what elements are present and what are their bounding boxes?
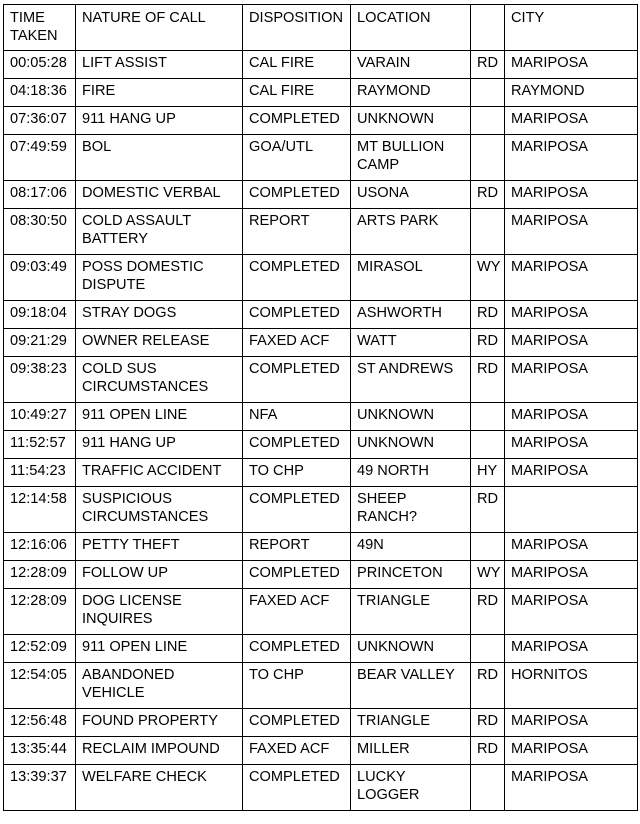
- location-cell: WATT: [351, 329, 471, 357]
- disposition-cell: COMPLETED: [243, 107, 351, 135]
- suffix-cell: [471, 135, 505, 181]
- location-cell: LUCKY LOGGER: [351, 765, 471, 811]
- nature-cell: 911 OPEN LINE: [76, 403, 243, 431]
- city-cell: MARIPOSA: [505, 107, 638, 135]
- time-cell: 11:52:57: [4, 431, 76, 459]
- time-cell: 09:03:49: [4, 255, 76, 301]
- location-cell: UNKNOWN: [351, 635, 471, 663]
- location-cell: RAYMOND: [351, 79, 471, 107]
- location-cell: MILLER: [351, 737, 471, 765]
- disposition-cell: TO CHP: [243, 663, 351, 709]
- table-row: [4, 737, 638, 765]
- suffix-cell: [471, 533, 505, 561]
- location-cell: ARTS PARK: [351, 209, 471, 255]
- location-cell: 49 NORTH: [351, 459, 471, 487]
- location-cell: 49N: [351, 533, 471, 561]
- time-cell: 12:14:58: [4, 487, 76, 533]
- suffix-cell: WY: [471, 255, 505, 301]
- time-cell: 12:28:09: [4, 589, 76, 635]
- table-row: [4, 561, 638, 589]
- nature-cell: PETTY THEFT: [76, 533, 243, 561]
- city-cell: MARIPOSA: [505, 533, 638, 561]
- table-row: [4, 533, 638, 561]
- disposition-cell: COMPLETED: [243, 431, 351, 459]
- city-cell: MARIPOSA: [505, 737, 638, 765]
- suffix-cell: [471, 635, 505, 663]
- disposition-cell: COMPLETED: [243, 765, 351, 811]
- city-cell: MARIPOSA: [505, 459, 638, 487]
- table-row: [4, 255, 638, 301]
- city-cell: MARIPOSA: [505, 209, 638, 255]
- disposition-cell: FAXED ACF: [243, 589, 351, 635]
- suffix-cell: HY: [471, 459, 505, 487]
- table-row: [4, 135, 638, 181]
- time-cell: 10:49:27: [4, 403, 76, 431]
- location-cell: UNKNOWN: [351, 107, 471, 135]
- time-cell: 09:38:23: [4, 357, 76, 403]
- suffix-cell: RD: [471, 737, 505, 765]
- nature-cell: SUSPICIOUS CIRCUMSTANCES: [76, 487, 243, 533]
- location-cell: ST ANDREWS: [351, 357, 471, 403]
- nature-cell: BOL: [76, 135, 243, 181]
- city-cell: MARIPOSA: [505, 329, 638, 357]
- suffix-cell: RD: [471, 663, 505, 709]
- suffix-cell: [471, 765, 505, 811]
- table-row: [4, 301, 638, 329]
- time-cell: 12:54:05: [4, 663, 76, 709]
- location-cell: USONA: [351, 181, 471, 209]
- disposition-cell: REPORT: [243, 533, 351, 561]
- suffix-cell: RD: [471, 181, 505, 209]
- nature-cell: FOLLOW UP: [76, 561, 243, 589]
- suffix-cell: [471, 403, 505, 431]
- city-cell: MARIPOSA: [505, 135, 638, 181]
- city-cell: MARIPOSA: [505, 301, 638, 329]
- city-cell: MARIPOSA: [505, 51, 638, 79]
- call-log-table: [3, 4, 638, 811]
- table-row: [4, 709, 638, 737]
- city-cell: MARIPOSA: [505, 403, 638, 431]
- time-cell: 04:18:36: [4, 79, 76, 107]
- nature-cell: TRAFFIC ACCIDENT: [76, 459, 243, 487]
- time-cell: 09:21:29: [4, 329, 76, 357]
- location-cell: UNKNOWN: [351, 403, 471, 431]
- suffix-cell: [471, 209, 505, 255]
- table-row: [4, 635, 638, 663]
- table-row: [4, 51, 638, 79]
- city-cell: RAYMOND: [505, 79, 638, 107]
- nature-cell: RECLAIM IMPOUND: [76, 737, 243, 765]
- suffix-cell: RD: [471, 589, 505, 635]
- nature-cell: OWNER RELEASE: [76, 329, 243, 357]
- time-cell: 09:18:04: [4, 301, 76, 329]
- nature-cell: LIFT ASSIST: [76, 51, 243, 79]
- header-disposition: DISPOSITION: [243, 5, 351, 51]
- city-cell: HORNITOS: [505, 663, 638, 709]
- table-row: [4, 459, 638, 487]
- location-cell: ASHWORTH: [351, 301, 471, 329]
- nature-cell: 911 OPEN LINE: [76, 635, 243, 663]
- disposition-cell: CAL FIRE: [243, 51, 351, 79]
- city-cell: MARIPOSA: [505, 589, 638, 635]
- disposition-cell: NFA: [243, 403, 351, 431]
- nature-cell: FIRE: [76, 79, 243, 107]
- suffix-cell: RD: [471, 301, 505, 329]
- table-row: [4, 431, 638, 459]
- disposition-cell: REPORT: [243, 209, 351, 255]
- location-cell: UNKNOWN: [351, 431, 471, 459]
- header-suffix: [471, 5, 505, 51]
- suffix-cell: RD: [471, 709, 505, 737]
- table-row: [4, 107, 638, 135]
- city-cell: MARIPOSA: [505, 255, 638, 301]
- city-cell: MARIPOSA: [505, 635, 638, 663]
- suffix-cell: RD: [471, 487, 505, 533]
- time-cell: 07:49:59: [4, 135, 76, 181]
- time-cell: 08:17:06: [4, 181, 76, 209]
- table-row: [4, 765, 638, 811]
- disposition-cell: COMPLETED: [243, 561, 351, 589]
- time-cell: 13:39:37: [4, 765, 76, 811]
- header-nature-of-call: NATURE OF CALL: [76, 5, 243, 51]
- location-cell: PRINCETON: [351, 561, 471, 589]
- table-row: [4, 487, 638, 533]
- city-cell: MARIPOSA: [505, 431, 638, 459]
- nature-cell: FOUND PROPERTY: [76, 709, 243, 737]
- call-log-body: [4, 51, 638, 811]
- header-city: CITY: [505, 5, 638, 51]
- time-cell: 12:28:09: [4, 561, 76, 589]
- header-row: [4, 5, 638, 51]
- table-row: [4, 589, 638, 635]
- table-row: [4, 357, 638, 403]
- nature-cell: STRAY DOGS: [76, 301, 243, 329]
- disposition-cell: CAL FIRE: [243, 79, 351, 107]
- table-row: [4, 181, 638, 209]
- time-cell: 00:05:28: [4, 51, 76, 79]
- nature-cell: 911 HANG UP: [76, 431, 243, 459]
- location-cell: VARAIN: [351, 51, 471, 79]
- disposition-cell: GOA/UTL: [243, 135, 351, 181]
- suffix-cell: RD: [471, 357, 505, 403]
- time-cell: 11:54:23: [4, 459, 76, 487]
- time-cell: 08:30:50: [4, 209, 76, 255]
- disposition-cell: COMPLETED: [243, 255, 351, 301]
- suffix-cell: RD: [471, 329, 505, 357]
- nature-cell: ABANDONED VEHICLE: [76, 663, 243, 709]
- nature-cell: DOMESTIC VERBAL: [76, 181, 243, 209]
- nature-cell: POSS DOMESTIC DISPUTE: [76, 255, 243, 301]
- table-row: [4, 79, 638, 107]
- city-cell: MARIPOSA: [505, 561, 638, 589]
- nature-cell: COLD SUS CIRCUMSTANCES: [76, 357, 243, 403]
- city-cell: MARIPOSA: [505, 357, 638, 403]
- location-cell: SHEEP RANCH?: [351, 487, 471, 533]
- time-cell: 12:16:06: [4, 533, 76, 561]
- suffix-cell: WY: [471, 561, 505, 589]
- nature-cell: DOG LICENSE INQUIRES: [76, 589, 243, 635]
- location-cell: TRIANGLE: [351, 589, 471, 635]
- suffix-cell: [471, 107, 505, 135]
- nature-cell: COLD ASSAULT BATTERY: [76, 209, 243, 255]
- nature-cell: WELFARE CHECK: [76, 765, 243, 811]
- city-cell: MARIPOSA: [505, 709, 638, 737]
- location-cell: MT BULLION CAMP: [351, 135, 471, 181]
- city-cell: MARIPOSA: [505, 765, 638, 811]
- header-location: LOCATION: [351, 5, 471, 51]
- table-row: [4, 209, 638, 255]
- disposition-cell: TO CHP: [243, 459, 351, 487]
- time-cell: 13:35:44: [4, 737, 76, 765]
- disposition-cell: COMPLETED: [243, 709, 351, 737]
- suffix-cell: RD: [471, 51, 505, 79]
- location-cell: TRIANGLE: [351, 709, 471, 737]
- city-cell: MARIPOSA: [505, 181, 638, 209]
- disposition-cell: COMPLETED: [243, 181, 351, 209]
- disposition-cell: COMPLETED: [243, 635, 351, 663]
- location-cell: BEAR VALLEY: [351, 663, 471, 709]
- time-cell: 12:56:48: [4, 709, 76, 737]
- nature-cell: 911 HANG UP: [76, 107, 243, 135]
- disposition-cell: COMPLETED: [243, 357, 351, 403]
- disposition-cell: COMPLETED: [243, 487, 351, 533]
- suffix-cell: [471, 79, 505, 107]
- disposition-cell: FAXED ACF: [243, 329, 351, 357]
- table-row: [4, 329, 638, 357]
- city-cell: [505, 487, 638, 533]
- time-cell: 07:36:07: [4, 107, 76, 135]
- header-time-taken: TIME TAKEN: [4, 5, 76, 51]
- time-cell: 12:52:09: [4, 635, 76, 663]
- table-row: [4, 403, 638, 431]
- location-cell: MIRASOL: [351, 255, 471, 301]
- disposition-cell: COMPLETED: [243, 301, 351, 329]
- suffix-cell: [471, 431, 505, 459]
- table-row: [4, 663, 638, 709]
- disposition-cell: FAXED ACF: [243, 737, 351, 765]
